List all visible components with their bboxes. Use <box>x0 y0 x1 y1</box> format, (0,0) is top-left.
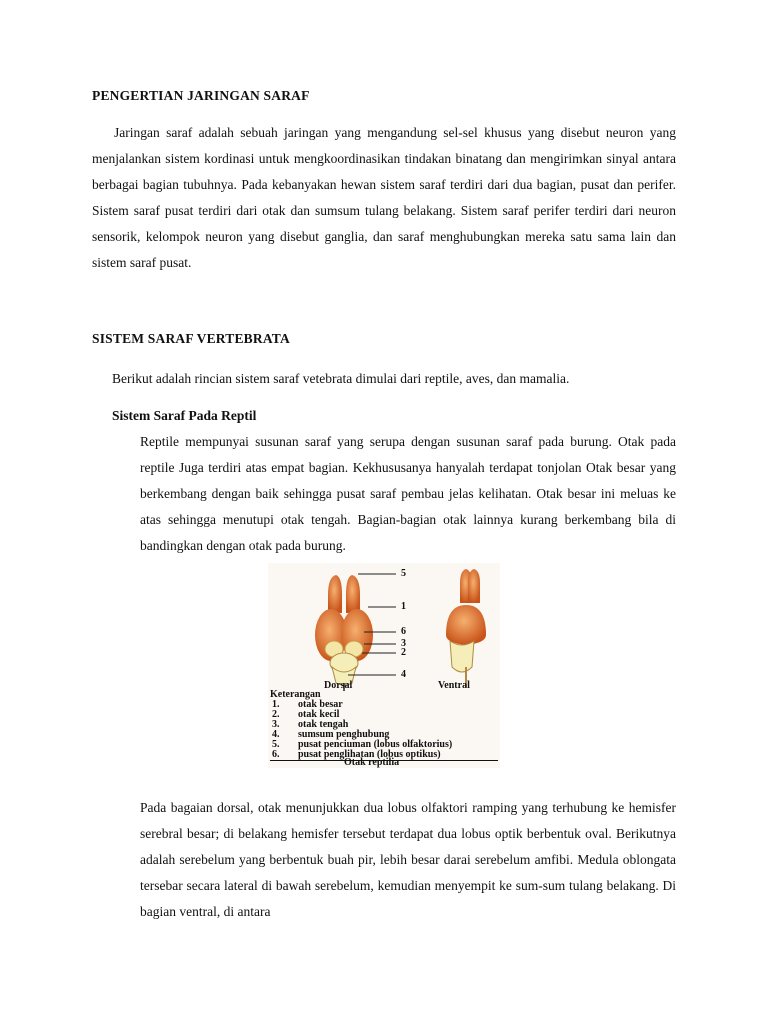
legend-num: 4. <box>272 729 280 740</box>
dorsal-brain-drawing <box>315 575 373 691</box>
section-heading-pengertian: PENGERTIAN JARINGAN SARAF <box>92 88 310 103</box>
figure-caption: Otak reptilia <box>344 757 400 768</box>
ventral-brain-drawing <box>446 569 486 687</box>
legend-text: sumsum penghubung <box>298 729 390 740</box>
label-dorsal: Dorsal <box>324 680 353 691</box>
figure-number: 1 <box>401 601 406 612</box>
figure-number: 5 <box>401 568 406 579</box>
intro-text: Berikut adalah rincian sistem saraf vetebrata dimulai dari reptile, aves, dan mamalia. <box>112 371 570 386</box>
figure-number: 6 <box>401 626 406 637</box>
figure-number: 3 <box>401 638 406 649</box>
legend-num: 6. <box>272 749 280 760</box>
reptile-brain-figure <box>268 563 500 768</box>
legend-num: 1. <box>272 699 280 710</box>
section-heading-vertebrata: SISTEM SARAF VERTEBRATA <box>92 331 290 346</box>
paragraph-reptil: Reptile mempunyai susunan saraf yang serupa dengan susunan saraf pada burung. Otak pada reptile Juga terdiri atas empat bagian. Kekhususanya hanyalah terdapat tonjolan Otak besar yang berkembang dengan baik sehingga pusat saraf pembau jelas kelihatan. Otak besar ini meluas ke atas sehingga menutupi otak tengah. Bagian-bagian otak lainnya kurang berkembang bila di bandingkan dengan otak pada burung. <box>140 434 676 553</box>
legend-text: pusat penciuman (lobus olfaktorius) <box>298 739 453 750</box>
legend-text: pusat penglihatan (lobus optikus) <box>298 749 441 760</box>
legend-num: 3. <box>272 719 280 730</box>
subheading-reptil: Sistem Saraf Pada Reptil <box>112 408 257 423</box>
legend-title: Keterangan <box>270 689 321 700</box>
figure-number: 2 <box>401 647 406 658</box>
legend-num: 2. <box>272 709 280 720</box>
paragraph-pengertian: Jaringan saraf adalah sebuah jaringan yang mengandung sel-sel khusus yang disebut neuron yang menjalankan sistem kordinasi untuk mengkoordinasikan tindakan binatang dan mengirimkan sinyal antara berbagai bagian tubuhnya. Pada kebanyakan hewan sistem saraf terdiri dari dua bagian, pusat dan perifer. Sistem saraf pusat terdiri dari otak dan sumsum tulang belakang. Sistem saraf perifer terdiri dari neuron sensorik, kelompok neuron yang disebut ganglia, dan saraf menghubungkan mereka satu sama lain dan sistem saraf pusat. <box>92 125 676 270</box>
label-ventral: Ventral <box>438 680 470 691</box>
legend-num: 5. <box>272 739 280 750</box>
legend-text: otak besar <box>298 699 343 710</box>
paragraph-dorsal: Pada bagaian dorsal, otak menunjukkan dua lobus olfaktori ramping yang terhubung ke hemisfer serebral besar; di belakang hemisfer tersebut terdapat dua lobus optik berbentuk oval. Berikutnya adalah serebelum yang berbentuk buah pir, lebih besar darai serebelum amfibi. Medula oblongata tersebar secara lateral di bawah serebelum, kemudian menyempit ke sum-sum tulang belakang. Di bagian ventral, di antara <box>140 800 676 919</box>
figure-number: 4 <box>401 669 406 680</box>
legend-text: otak kecil <box>298 709 340 720</box>
legend-text: otak tengah <box>298 719 349 730</box>
